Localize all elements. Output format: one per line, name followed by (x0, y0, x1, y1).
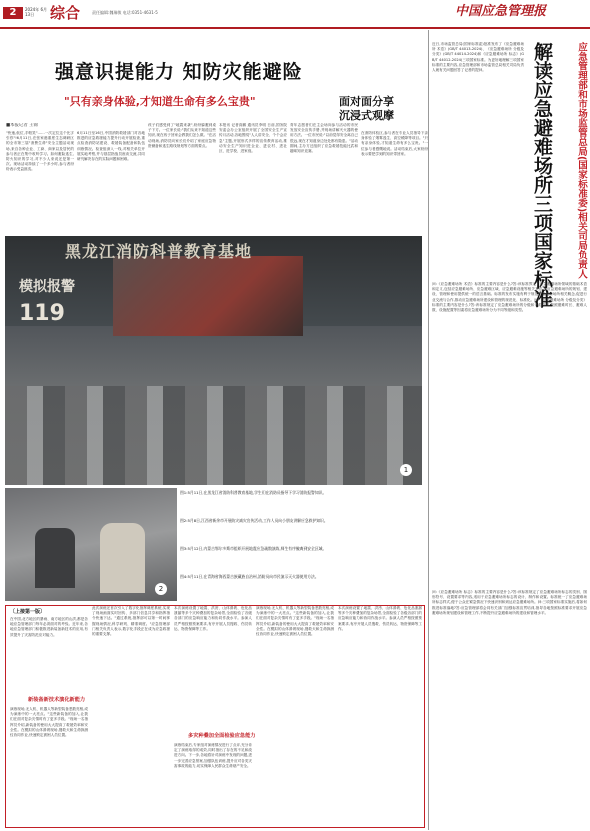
section-title: 综合 (50, 4, 81, 22)
continued-label: 〔上接第一版〕 (10, 609, 46, 615)
masthead-rule (0, 27, 590, 29)
caption-1: 图1:5月11日,在黑龙江省消防科普教育基地,学生们在消防员指导下学习消防报警知识。 (180, 490, 327, 495)
right-vertical-subheadline: 应急管理部和市场监管总局(国家标准委)相关司局负责人 (576, 42, 587, 279)
photo-number-badge: 1 (400, 464, 412, 476)
page-number: 2 (3, 7, 23, 19)
caption-2: 图2:5月8日,江西省新余市开展防灾减灾宣传活动,工作人员向小朋友讲解应急救护知识。 (180, 518, 328, 523)
secondary-photo (5, 488, 177, 601)
caption-4: 图4:5月11日,在青海省海西蒙古族藏族自治州,消防员向市民演示灭火器使用方法。 (180, 574, 319, 579)
right-qa-text-1: 问:《应急避难场所 术语》标准的主要内容是什么?答:该标准界定了应急避难场所领域的基础术语和定义,包括应急避难场所、应急避难区域、应急避难设施等相关术语,为应急避难场所的规划、建设、管理和使用提供统一的语言基础。标准的发布实施有利于规范应急避难场所相关概念,促进行业交流与合作,推动应急避难场所建设和管理的规范化、标准化。问:《应急避难场所 分级及分类》标准的主要内容是什么?答:该标准规定了应急避难场所的分级和分类原则,按照避难时长、避难人数、设施配置等因素将应急避难场所分为不同等级和类型。 (432, 282, 587, 313)
caption-3: 图3:5月12日,内蒙古鄂尔多斯市组织开展地震应急疏散演练,师生有序撤离到安全区域。 (180, 546, 327, 551)
bottom-column-4: 演练现场,无人机、机器人等新型装备悉数亮相,成为演练中的一大亮点。"这些新装备的加入,让我们在面对复杂灾情时有了更多手段。"现场一名指挥员介绍,新装备的使用大大提高了救援效率和安全性。在模拟的山体滑坡现场,搜救犬和生命探测仪协同作业,快速锁定被困人员位置。 (256, 606, 334, 637)
lead-column-2: 6月11日至16日,中国消防救援部门对各地推进的应急救援能力提升行动开展检查,重点检查消防站建设、救援装备配备和队伍训练情况。检查组深入一线,对相关单位开展实地考察,并与基层指战员座谈交流,共同研究解决存在的实际问题和困难。 (77, 131, 145, 162)
bottom-column-1b: 演练现场,无人机、机器人等新型装备悉数亮相,成为演练中的一大亮点。"这些新装备的加入,让我们在面对复杂灾情时有了更多手段。"现场一名指挥员介绍,新装备的使用大大提高了救援效率和安全性。在模拟的山体滑坡现场,搜救犬和生命探测仪协同作业,快速锁定被困人员位置。 (10, 707, 88, 738)
bottom-column-3b: 演练结束后,专家组对演练情况进行了点评,充分肯定了演练取得的成效,同时指出了存在的不足和改进方向。下一步,各地将针对演练中发现的问题,进一步完善应急预案,加强队伍训练,提升应对各类灾害事故的能力,切实保障人民群众生命财产安全。 (174, 743, 252, 768)
photo-sign-line-1: 模拟报警 (19, 279, 75, 295)
side-heading-1: 面对面分享 (339, 95, 394, 108)
lead-column-4: 本报讯 记者高鹏 通讯员李明 日前,国务院安委会办公室组织开展了全国安全生产宣传月活动,各地围绕"人人讲安全、个个会应急"主题,开展形式多样的宣传教育活动,推动安全生产知识进企业、进农村、进社区、进学校、进家庭。 (219, 123, 287, 154)
bottom-subheading-1: 新装备新技术演化新能力 (28, 697, 86, 703)
bottom-subheading-2: 多灾种叠加全面检验应急能力 (188, 733, 256, 739)
bottom-column-3: 本次演练设置了地震、洪涝、山体滑坡、危化品泄漏等多个灾种叠加的复杂场景,全面检验了各级各部门的应急响应能力和协同作战水平。参演人员严格按照预案要求,有序开展人员搜救、伤员转运、物资保障等工作。 (174, 606, 252, 631)
right-intro-text: 近日,市场监管总局(国家标准委)批准发布了《应急避难场所 术语》(GB/T 44013-2024)、《应急避难场所 分级及分类》(GB/T 44014-2024)和《应急避难场所 标志》(GB/T 44012-2024)三项国家标准。为更好地理解三项国家标准的主要内容,应急管理部和市场监管总局相关司局负责人就有关问题回答了记者的提问。 (432, 42, 524, 73)
main-photo (5, 236, 422, 485)
bottom-column-1: 在中国,北方地区的暴雨、南方地区的山洪,都是各地应急管理部门每年必须面对的考验。近年来,各地应急管理部门积极推进新装备新技术的应用,有效提升了灾害防范应对能力。 (10, 617, 88, 637)
column-divider (428, 30, 429, 830)
newspaper-logo: 中国应急管理报 (455, 4, 547, 19)
photo-wall-text: 黑龙江消防科普教育基地 (65, 242, 253, 261)
lead-byline: ■本报记者 王锦 (6, 123, 38, 128)
lead-column-6: 在消防体验区,参与者在专业人员指导下亲身体验了烟雾逃生、高空缓降等项目。"只有亲身体验,才知道生命有多么宝贵。"一位参与者感慨地说。活动结束后,大家纷纷表示要把学到的知识带回家。 (361, 131, 428, 156)
photo-number-badge: 2 (155, 583, 167, 595)
issue-date: 2024年 6月 13日 (25, 7, 47, 17)
lead-headline: 强意识提能力 知防灾能避险 (55, 61, 303, 83)
lead-column-1: "快速,低位,手帕笑"……一次定位这个比字引你"!6月11日,在张家港重度生态调研区的全市第三届"消费生命"安全主题活动现场,来自各种企业、工商、商家以及居民的参与者正在集中收听学习。如何避险逃生,防火知识的学习,对不少人来说还是第一次。现场活动持续了一个多小时,参与者纷纷表示受益匪浅。 (6, 131, 74, 172)
lead-column-5: 青年志愿者们在主会场向参与活动的市民发放安全宣传手册,并现场讲解灭火器的使用方法。一位市民说:"以前觉得安全离自己很远,现在才知道身边处处都有隐患。"活动期间,主办方还组织了应急救援技能比武和趣味知识竞赛。 (290, 123, 358, 154)
side-heading-2: 沉浸式观摩 (339, 109, 394, 122)
right-vertical-headline: 解读应急避难场所三项国家标准 (531, 42, 553, 308)
lead-subheadline: "只有亲身体验,才知道生命有多么宝贵" (64, 95, 256, 108)
lead-column-3: 孩子们感受到了"地震来袭",纷纷躲避到桌子下方。一位家长说:"我们从来不知道这些知识,现在孩子回家会教我们怎么做。"在活动现场,消防员向家长们介绍了家庭应急物资储备和逃生路线规划等方面的要点。 (148, 123, 216, 148)
right-qa-text-2: 问:《应急避难场所 标志》标准的主要内容是什么?答:该标准规定了应急避难场所标志的类别、图形符号、设置要求等内容,适用于应急避难场所标志的设计、制作和设置。标准统一了应急避难场所标志样式,便于公众在紧急情况下快速识别和到达应急避难场所。问:三项国家标准实施后,将如何推进标准落地?答:应急管理部将会同有关部门加强标准宣贯培训,指导各地按照标准要求开展应急避难场所规划建设和管理工作,不断提升应急避难场所的建设和管理水平。 (432, 590, 587, 615)
photo-sign-line-2: 119 (19, 301, 65, 326)
bottom-column-2: 此次演练还首次引入了数字化指挥调度系统,实现了现场画面实时回传、多部门信息共享和指挥指令快速下达。"通过系统,指挥部可以第一时间掌握现场情况,科学研判、精准调度。"应急管理部门相关负责人表示,数字化手段正在成为应急救援的重要支撑。 (92, 606, 170, 637)
bottom-column-5: 本次演练设置了地震、洪涝、山体滑坡、危化品泄漏等多个灾种叠加的复杂场景,全面检验了各级各部门的应急响应能力和协同作战水平。参演人员严格按照预案要求,有序开展人员搜救、伤员转运、物资保障等工作。 (338, 606, 422, 631)
editor-line: 责任编辑:魏瑞敏 电话:0351-4631-5 (92, 10, 158, 15)
